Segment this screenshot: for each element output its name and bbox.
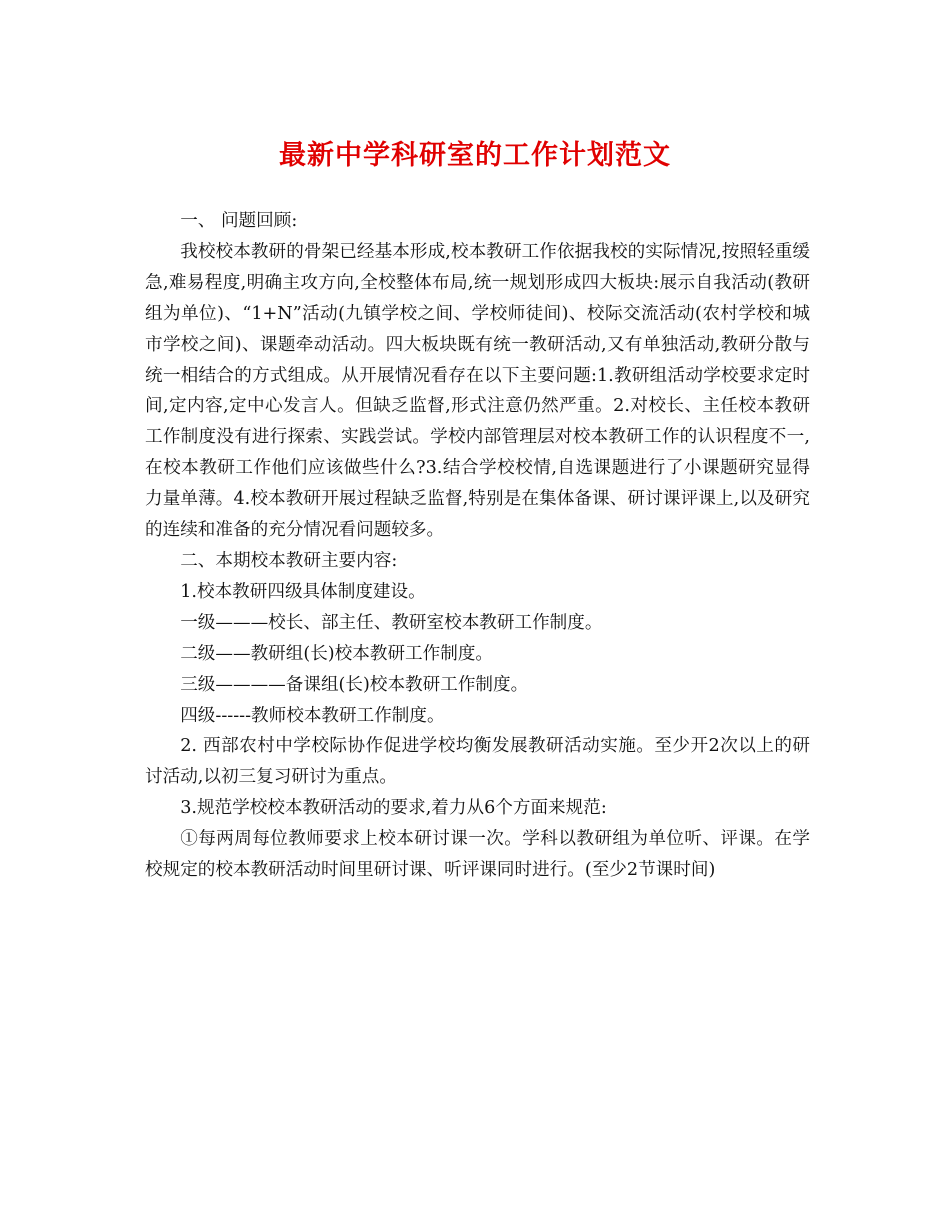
level-2-item: 二级——教研组(长)校本教研工作制度。 xyxy=(180,643,494,664)
list-item-2: 2. 西部农村中学校际协作促进学校均衡发展教研活动实施。至少开2次以上的研讨活动,以初三复习研讨为重点。 xyxy=(145,736,810,788)
level-1-item: 一级———校长、部主任、教研室校本教研工作制度。 xyxy=(180,612,603,633)
section-heading-review: 一、 问题回顾: xyxy=(180,211,298,231)
paragraph-review: 我校校本教研的骨架已经基本形成,校本教研工作依据我校的实际情况,按照轻重缓急,难易程度,明确主攻方向,全校整体布局,统一规划形成四大板块:展示自我活动(教研组为单位)、“1+N”活动(九镇学校之间、学校师徒间)、校际交流活动(农村学校和城市学校之间)、课题牵动活动。四大板块既有统一教研活动,又有单独活动,教研分散与统一相结合的方式组成。从开展情况看存在以下主要问题:1.教研组活动学校要求定时间,定内容,定中心发言人。但缺乏监督,形式注意仍然严重。2.对校长、主任校本教研工作制度没有进行探索、实践尝试。学校内部管理层对校本教研工作的认识程度不一,在校本教研工作他们应该做些什么?3.结合学校校情,自选课题进行了小课题研究显得力量单薄。4.校本教研开展过程缺乏监督,特别是在集体备课、研讨课评课上,以及研究的连续和准备的充分情况看问题较多。 xyxy=(145,241,810,541)
section-heading-content: 二、本期校本教研主要内容: xyxy=(180,550,398,571)
document-body xyxy=(145,206,810,886)
level-3-item: 三级————备课组(长)校本教研工作制度。 xyxy=(180,674,529,695)
sub-item-1: ①每两周每位教师要求上校本研讨课一次。学科以教研组为单位听、评课。在学校规定的校本教研活动时间里研讨课、听评课同时进行。(至少2节课时间) xyxy=(145,829,810,881)
level-4-item: 四级------教师校本教研工作制度。 xyxy=(180,705,445,726)
document-title: 最新中学科研室的工作计划范文 xyxy=(279,140,671,171)
list-item-3: 3.规范学校校本教研活动的要求,着力从6个方面来规范: xyxy=(180,798,607,819)
list-item-1: 1.校本教研四级具体制度建设。 xyxy=(180,581,426,602)
